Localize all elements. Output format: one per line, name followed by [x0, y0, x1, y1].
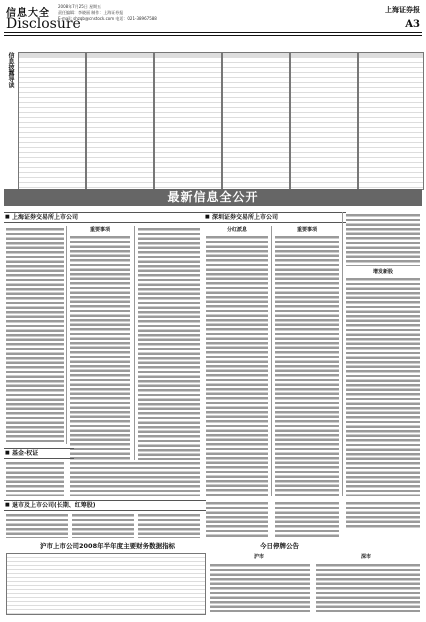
delisted-text-3	[138, 512, 200, 538]
index-table-5	[290, 52, 358, 190]
column-divider	[271, 226, 272, 496]
sz-continued-2	[275, 500, 339, 538]
sz-column-3a	[346, 212, 420, 266]
sz-subhead-3: 增发新股	[372, 269, 393, 275]
sz-column-3b	[346, 276, 420, 496]
today-sz-head: 深市	[360, 554, 371, 560]
index-table-2	[86, 52, 154, 190]
index-table-4	[222, 52, 290, 190]
section-title-en: Disclosure	[6, 16, 81, 32]
bottom-table-title: 沪市上市公司2008年半年度主要财务数据指标	[40, 542, 176, 550]
column-divider	[66, 226, 67, 444]
index-table-1	[18, 52, 86, 190]
sz-section-title: ■ 深圳证券交易所上市公司	[204, 212, 352, 223]
column-divider	[134, 226, 135, 496]
financial-data-table	[6, 553, 206, 615]
sz-subhead: 分红派息	[226, 227, 247, 233]
index-table-6	[358, 52, 424, 190]
funds-section-title: ■ 基金·权证	[4, 448, 74, 459]
sh-column-1	[6, 226, 64, 444]
contact-line: E-mail: shzqb@cnstock.com 电话：021-38967588	[58, 16, 157, 21]
sh-subhead: 重要事项	[89, 227, 110, 233]
delisted-text-1	[6, 512, 68, 538]
delisted-section-title: ■ 退市及上市公司(长期、红筹股)	[4, 500, 208, 511]
sh-column-2	[70, 234, 130, 496]
delisted-text-2	[72, 512, 134, 538]
sz-continued-3	[346, 500, 420, 530]
header-meta	[58, 4, 157, 22]
date-line: 2008年7月25日 星期五	[58, 4, 102, 9]
sz-continued-1	[206, 500, 268, 538]
sz-subhead-2: 重要事项	[296, 227, 317, 233]
today-suspension-title: 今日停牌公告	[260, 542, 299, 550]
sh-column-3	[138, 226, 200, 496]
header-rule-thin	[4, 35, 422, 36]
header-rule	[4, 32, 422, 33]
today-sz-list	[316, 562, 420, 612]
today-sh-list	[210, 562, 310, 612]
sz-column-1	[206, 234, 268, 496]
index-title: 信息披露导读	[7, 52, 14, 88]
sz-column-2	[275, 234, 339, 496]
page-number: A3	[405, 19, 420, 30]
editor-line: 责任编辑：李晓丽 制作：上海证券报	[58, 10, 124, 15]
column-divider	[342, 212, 343, 496]
sh-section-title: ■ 上海证券交易所上市公司	[4, 212, 208, 223]
index-table-3	[154, 52, 222, 190]
today-sh-head: 沪市	[253, 554, 264, 560]
paper-name: 上海证券报	[385, 5, 420, 14]
funds-column-1	[6, 460, 64, 496]
funds-column-2	[70, 460, 200, 496]
section-banner: 最新信息全公开	[4, 189, 422, 206]
section-title: 信息大全	[6, 8, 50, 19]
